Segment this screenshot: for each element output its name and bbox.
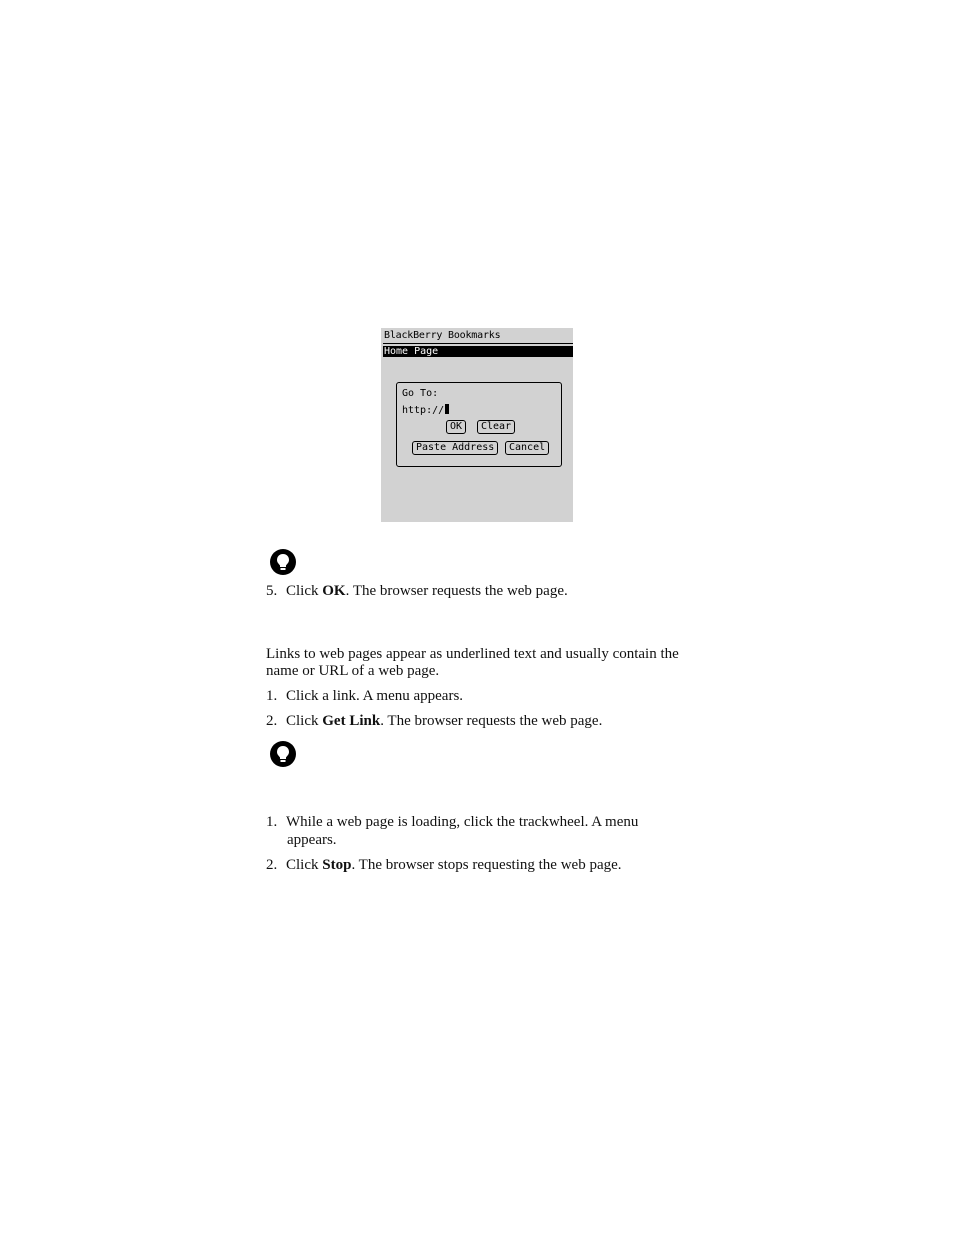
goto-label: Go To: bbox=[402, 388, 439, 399]
device-screenshot bbox=[381, 328, 573, 522]
step-number: 5. bbox=[266, 583, 278, 599]
step-number: 2. bbox=[266, 713, 278, 729]
step-text: Click a link. A menu appears. bbox=[286, 688, 464, 704]
stop-step-1-continued: appears. bbox=[287, 832, 337, 848]
text-cursor bbox=[445, 404, 449, 414]
step-text: . The browser requests the web page. bbox=[345, 583, 568, 599]
tip-lightbulb-icon bbox=[270, 741, 296, 767]
link-step-2 bbox=[266, 713, 602, 730]
step-number: 1. bbox=[266, 688, 278, 704]
step-text: Click bbox=[286, 583, 323, 599]
clear-button[interactable]: Clear bbox=[477, 420, 515, 434]
step-text: While a web page is loading, click the trackwheel. A menu bbox=[286, 814, 639, 830]
step-text: Click bbox=[286, 713, 323, 729]
step-bold: Get Link bbox=[322, 713, 381, 729]
link-step-1 bbox=[266, 688, 463, 705]
stop-step-2 bbox=[266, 857, 622, 874]
tip-lightbulb-icon bbox=[270, 549, 296, 575]
device-title: BlackBerry Bookmarks bbox=[384, 330, 501, 341]
cancel-button[interactable]: Cancel bbox=[505, 441, 549, 455]
goto-dialog bbox=[396, 382, 562, 467]
url-input[interactable] bbox=[402, 404, 449, 416]
links-paragraph: Links to web pages appear as underlined text and usually contain the name or URL of a web page. bbox=[266, 646, 679, 679]
step-text: Click bbox=[286, 857, 323, 873]
step-number: 1. bbox=[266, 814, 278, 830]
stop-step-1 bbox=[266, 814, 638, 831]
title-divider bbox=[383, 343, 573, 344]
paste-address-button[interactable]: Paste Address bbox=[412, 441, 498, 455]
step-text: . The browser requests the web page. bbox=[380, 713, 603, 729]
step-text: . The browser stops requesting the web page. bbox=[351, 857, 622, 873]
step-bold: Stop bbox=[322, 857, 352, 873]
ok-button[interactable]: OK bbox=[446, 420, 466, 434]
selected-bookmark[interactable]: Home Page bbox=[383, 346, 573, 357]
step-5 bbox=[266, 583, 568, 600]
url-input-value: http:// bbox=[402, 405, 445, 416]
step-bold: OK bbox=[322, 583, 346, 599]
step-number: 2. bbox=[266, 857, 278, 873]
